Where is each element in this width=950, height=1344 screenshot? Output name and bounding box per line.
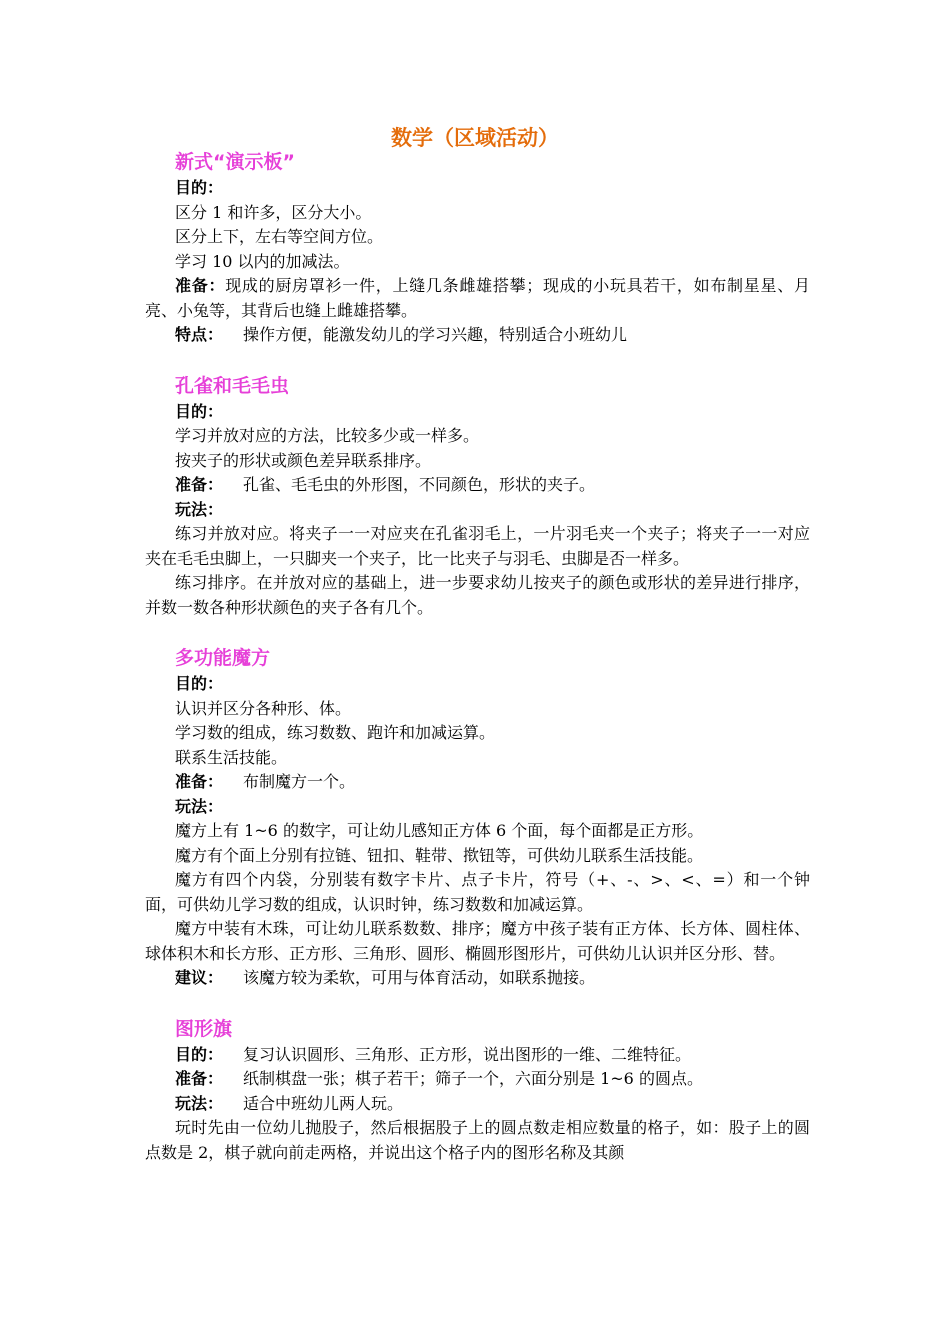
play-line (175, 1092, 810, 1117)
goal-line: 学习 10 以内的加减法。 (175, 251, 350, 271)
goal-line: 认识并区分各种形、体。 (175, 698, 352, 718)
prep-text: 孔雀、毛毛虫的外形图，不同颜色，形状的夹子。 (243, 475, 596, 494)
play-paragraph: 魔方有四个内袋，分别装有数字卡片、点子卡片，符号（+、-、>、<、=）和一个钟面，可供幼儿学习数的组成，认识时钟，练习数数和加减运算。 (145, 870, 810, 914)
advice-label: 建议： (175, 968, 224, 987)
prep-line (175, 1067, 810, 1092)
goal-line: 学习并放对应的方法，比较多少或一样多。 (175, 426, 480, 445)
prep-line (175, 473, 810, 498)
prep-paragraph (145, 274, 810, 323)
section-heading-magic-cube: 多功能魔方 (175, 647, 271, 669)
play-paragraph: 魔方中装有木珠，可让幼儿联系数数、排序；魔方中孩子装有正方体、长方体、圆柱体、球体积木和长方形、正方形、三角形、圆形、椭圆形图形片，可供幼儿认识并区分形、替。 (145, 919, 810, 963)
prep-label: 准备： (175, 475, 224, 494)
prep-text: 布制魔方一个。 (243, 772, 356, 791)
goal-label: 目的： (175, 401, 224, 421)
goal-label: 目的： (175, 1044, 224, 1064)
advice-line (175, 966, 810, 991)
play-paragraph: 玩时先由一位幼儿抛股子，然后根据股子上的圆点数走相应数量的格子，如：股子上的圆点数是 2，棋子就向前走两格，并说出这个格子内的图形名称及其颜 (145, 1118, 810, 1162)
prep-label: 准备： (175, 1069, 224, 1088)
play-paragraph: 练习排序。在并放对应的基础上，进一步要求幼儿按夹子的颜色或形状的差异进行排序，并数一数各种形状颜色的夹子各有几个。 (145, 573, 810, 617)
play-label: 玩法： (175, 1093, 224, 1113)
feature-text: 操作方便，能激发幼儿的学习兴趣，特别适合小班幼儿 (243, 325, 628, 344)
prep-label: 准备： (175, 772, 224, 791)
feature-label: 特点： (175, 325, 224, 344)
goal-line: 区分 1 和许多，区分大小。 (175, 202, 372, 222)
goal-line: 区分上下，左右等空间方位。 (175, 227, 384, 246)
play-paragraph: 练习并放对应。将夹子一一对应夹在孔雀羽毛上，一片羽毛夹一个夹子；将夹子一一对应夹在毛毛虫脚上，一只脚夹一个夹子，比一比夹子与羽毛、虫脚是否一样多。 (145, 524, 810, 568)
prep-line (175, 770, 810, 795)
prep-text: 纸制棋盘一张；棋子若干；筛子一个，六面分别是 1~6 的圆点。 (243, 1069, 703, 1088)
section-heading-shape-flag: 图形旗 (175, 1017, 233, 1040)
play-label: 玩法： (175, 796, 224, 816)
advice-text: 该魔方较为柔软，可用与体育活动，如联系抛接。 (243, 968, 596, 987)
play-paragraph: 魔方有个面上分别有拉链、钮扣、鞋带、揿钮等，可供幼儿联系生活技能。 (175, 845, 704, 865)
goal-text: 复习认识圆形、三角形、正方形，说出图形的一维、二维特征。 (243, 1044, 692, 1064)
play-paragraph: 魔方上有 1~6 的数字，可让幼儿感知正方体 6 个面，每个面都是正方形。 (175, 821, 704, 840)
goal-label: 目的： (175, 674, 224, 693)
goal-label: 目的： (175, 178, 224, 197)
document-body (145, 148, 810, 1165)
goal-line: 学习数的组成，练习数数、跑许和加减运算。 (175, 723, 496, 742)
prep-label: 准备： (175, 276, 226, 295)
goal-line: 联系生活技能。 (175, 747, 288, 767)
section-heading-peacock: 孔雀和毛毛虫 (175, 374, 290, 397)
goal-line (175, 1043, 810, 1068)
section-heading-demo-board: 新式“演示板” (175, 151, 295, 173)
page-title: 数学（区域活动） (391, 126, 559, 150)
prep-text: 现成的厨房罩衫一件，上缝几条雌雄搭攀；现成的小玩具若干，如布制星星、月亮、小兔等，其背后也缝上雌雄搭攀。 (145, 276, 810, 320)
play-text: 适合中班幼儿两人玩。 (243, 1093, 404, 1113)
feature-line (175, 323, 810, 348)
play-label: 玩法： (175, 499, 224, 519)
goal-line: 按夹子的形状或颜色差异联系排序。 (175, 450, 432, 470)
